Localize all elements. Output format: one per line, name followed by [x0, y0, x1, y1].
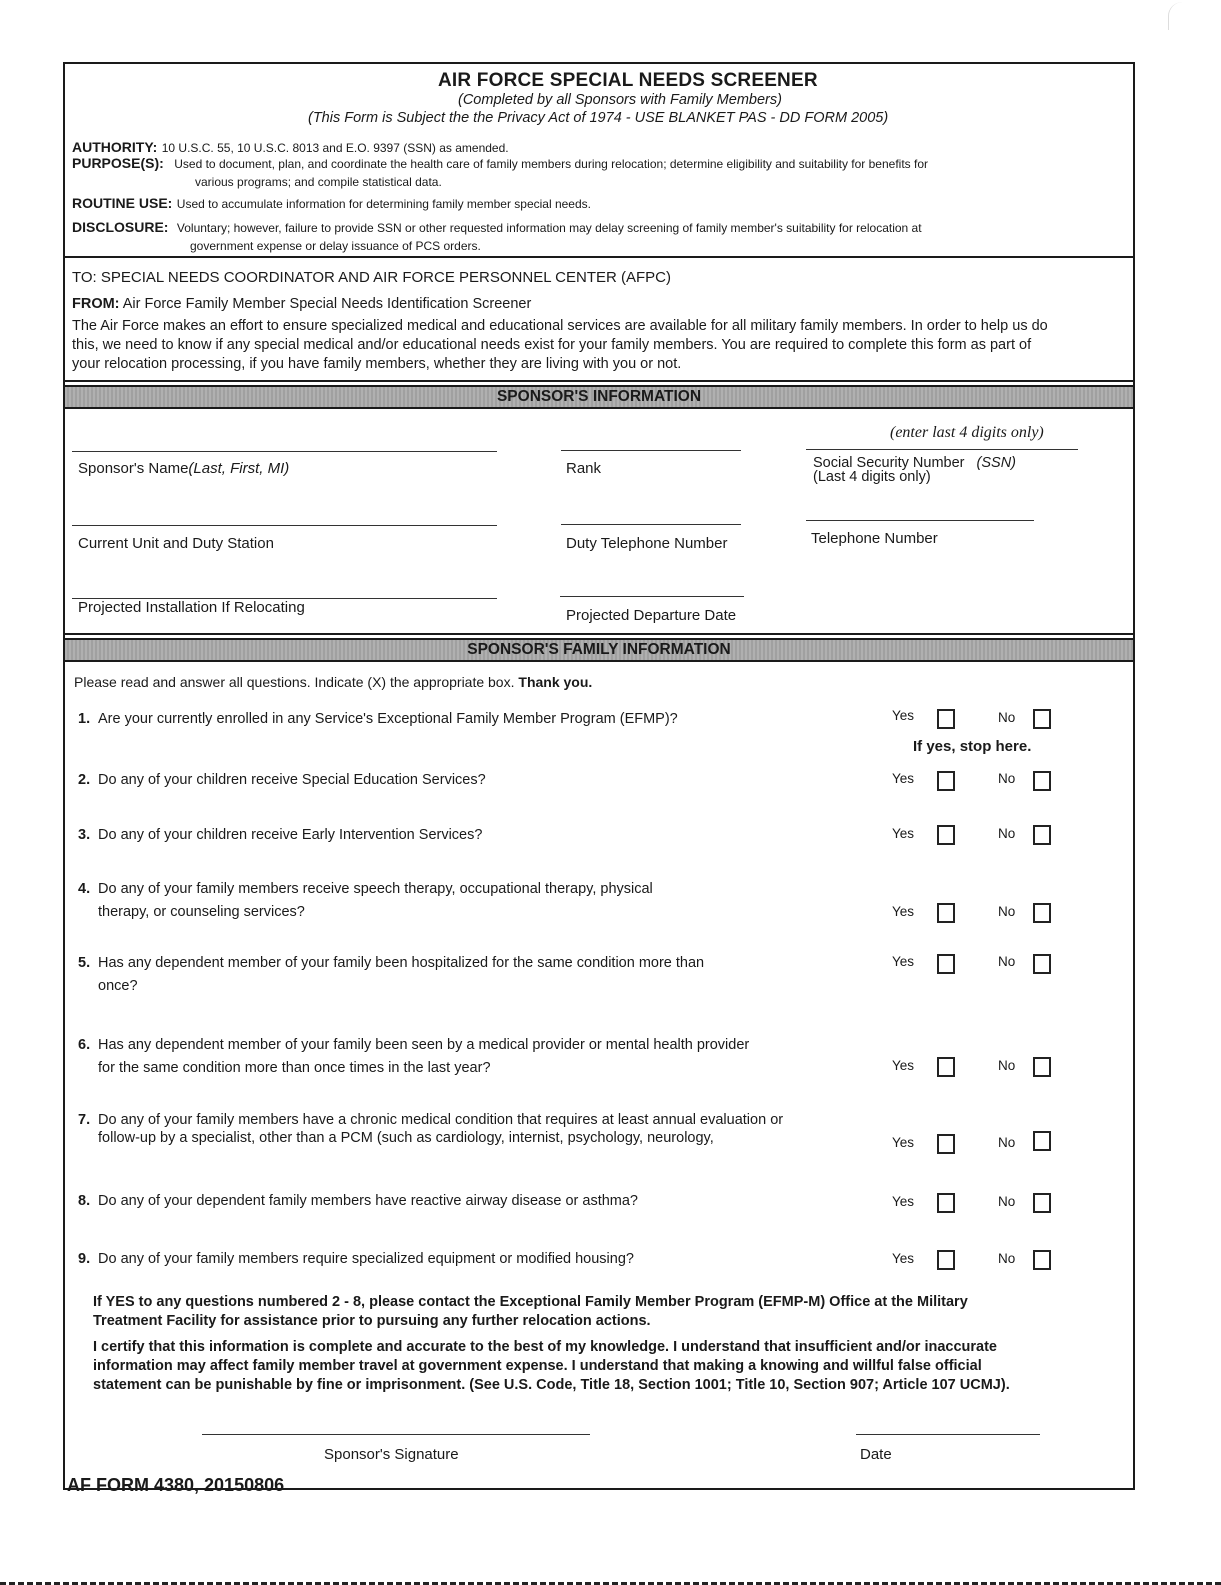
- rank-label: Rank: [566, 460, 602, 477]
- form-subtitle-sponsors: (Completed by all Sponsors with Family Members): [458, 92, 782, 108]
- question-2: 2. Do any of your children receive Special Education Services?: [78, 772, 486, 788]
- no-label: No: [998, 1058, 1016, 1073]
- question-7: 7. Do any of your family members have a chronic medical condition that requires at least annual evaluation or follow-up by a specialist, other than a PCM (such as cardiology, internist, psychology, neurology,: [78, 1112, 784, 1146]
- q9-yes-checkbox[interactable]: [937, 1250, 955, 1270]
- question-3: 3. Do any of your children receive Early Intervention Services?: [78, 827, 483, 843]
- certify-1: I certify that this information is complete and accurate to the best of my knowledge. I understand that insufficient and/or inaccurate: [93, 1339, 997, 1355]
- purpose-row: [72, 155, 928, 173]
- section-header-sponsor-info: [65, 385, 1133, 409]
- q4-yes-checkbox[interactable]: [937, 903, 955, 923]
- projected-installation-label: Projected Installation If Relocating: [78, 599, 305, 616]
- yes-label: Yes: [892, 1058, 915, 1073]
- q5-no-checkbox[interactable]: [1033, 954, 1051, 974]
- question-9: 9. Do any of your family members require specialized equipment or modified housing?: [78, 1251, 634, 1267]
- certify-2: information may affect family member travel at government expense. I understand that making a knowing and willful false official: [93, 1358, 982, 1374]
- no-label: No: [998, 1135, 1016, 1150]
- sponsor-name-label: Sponsor's Name(Last, First, MI): [78, 460, 290, 477]
- q5-yes-checkbox[interactable]: [937, 954, 955, 974]
- from-row: [72, 296, 531, 312]
- q4-no-checkbox[interactable]: [1033, 903, 1051, 923]
- authority-text: 10 U.S.C. 55, 10 U.S.C. 8013 and E.O. 9397 (SSN) as amended.: [161, 141, 509, 155]
- section-title: SPONSOR'S FAMILY INFORMATION: [467, 641, 731, 658]
- q9-no-checkbox[interactable]: [1033, 1250, 1051, 1270]
- purpose-label: PURPOSE(S):: [72, 155, 164, 171]
- date-input[interactable]: [856, 1434, 1040, 1435]
- current-unit-label: Current Unit and Duty Station: [78, 535, 274, 552]
- q6-yes-checkbox[interactable]: [937, 1057, 955, 1077]
- question-1: 1. Are your currently enrolled in any Service's Exceptional Family Member Program (EFMP)?: [78, 711, 678, 727]
- no-label: No: [998, 904, 1016, 919]
- contact-note-2: Treatment Facility for assistance prior to pursuing any further relocation actions.: [93, 1313, 651, 1329]
- contact-note-1: If YES to any questions numbered 2 - 8, please contact the Exceptional Family Member Program (EFMP-M) Office at the Military: [93, 1294, 968, 1310]
- divider: [65, 380, 1133, 382]
- question-4: 4. Do any of your family members receive speech therapy, occupational therapy, physical therapy, or counseling services?: [78, 881, 653, 920]
- scan-artifact: [1168, 2, 1197, 30]
- section-title: SPONSOR'S INFORMATION: [496, 388, 702, 405]
- authority-label: AUTHORITY:: [72, 139, 158, 155]
- yes-label: Yes: [892, 1194, 915, 1209]
- yes-label: Yes: [892, 826, 915, 841]
- from-text: Air Force Family Member Special Needs Identification Screener: [122, 296, 532, 312]
- section-header-family-info: [65, 638, 1133, 662]
- no-label: No: [998, 1251, 1016, 1266]
- ssn-hint: (enter last 4 digits only): [890, 424, 1044, 441]
- duty-phone-input[interactable]: [561, 524, 741, 525]
- purpose-text-1: Used to document, plan, and coordinate the health care of family members during relocation; determine eligibility and suitability for benefits for: [174, 157, 928, 171]
- certify-3: statement can be punishable by fine or imprisonment. (See U.S. Code, Title 18, Section 1001; Title 10, Section 907; Article 107 UCMJ).: [93, 1377, 1010, 1393]
- disclosure-text-1: Voluntary; however, failure to provide SSN or other requested information may delay screening of family member's suitability for relocation at: [176, 221, 922, 235]
- question-5: 5. Has any dependent member of your family been hospitalized for the same condition more than once?: [78, 955, 705, 994]
- routine-use-row: [72, 195, 591, 213]
- no-label: No: [998, 710, 1016, 725]
- telephone-input[interactable]: [806, 520, 1034, 521]
- routine-use-text: Used to accumulate information for determining family member special needs.: [176, 197, 591, 211]
- duty-phone-label: Duty Telephone Number: [566, 535, 728, 552]
- date-label: Date: [860, 1446, 892, 1463]
- yes-label: Yes: [892, 954, 915, 969]
- q8-yes-checkbox[interactable]: [937, 1193, 955, 1213]
- q1-yes-checkbox[interactable]: [937, 709, 955, 729]
- telephone-label: Telephone Number: [811, 530, 938, 547]
- divider: [65, 256, 1133, 258]
- no-label: No: [998, 771, 1016, 786]
- disclosure-text-2: government expense or delay issuance of PCS orders.: [190, 239, 481, 253]
- ssn-input[interactable]: [806, 449, 1078, 450]
- q1-no-checkbox[interactable]: [1033, 709, 1051, 729]
- disclosure-label: DISCLOSURE:: [72, 219, 169, 235]
- departure-date-input[interactable]: [560, 596, 744, 597]
- yes-label: Yes: [892, 771, 915, 786]
- question-8: 8. Do any of your dependent family members have reactive airway disease or asthma?: [78, 1193, 638, 1209]
- from-label: FROM:: [72, 296, 120, 312]
- q8-no-checkbox[interactable]: [1033, 1193, 1051, 1213]
- q1-stop-note: If yes, stop here.: [913, 738, 1032, 755]
- current-unit-input[interactable]: [72, 525, 497, 526]
- to-line: TO: SPECIAL NEEDS COORDINATOR AND AIR FORCE PERSONNEL CENTER (AFPC): [72, 269, 671, 286]
- routine-use-label: ROUTINE USE:: [72, 195, 173, 211]
- form-id: AF FORM 4380, 20150806: [67, 1475, 285, 1495]
- intro-line-1: The Air Force makes an effort to ensure specialized medical and educational services are available for all military family members. In order to help us do: [72, 318, 1048, 334]
- yes-label: Yes: [892, 1135, 915, 1150]
- no-label: No: [998, 954, 1016, 969]
- signature-label: Sponsor's Signature: [324, 1446, 459, 1463]
- question-6: 6. Has any dependent member of your family been seen by a medical provider or mental health provider for the same condition more than once times in the last year?: [78, 1037, 750, 1076]
- intro-line-3: your relocation processing, if you have family members, whether they are living with you or not.: [72, 356, 682, 372]
- yes-label: Yes: [892, 1251, 915, 1266]
- divider: [65, 633, 1133, 635]
- q3-no-checkbox[interactable]: [1033, 825, 1051, 845]
- q7-no-checkbox[interactable]: [1033, 1131, 1051, 1151]
- q3-yes-checkbox[interactable]: [937, 825, 955, 845]
- instructions: Please read and answer all questions. Indicate (X) the appropriate box. Thank you.: [74, 674, 593, 690]
- intro-line-2: this, we need to know if any special medical and/or educational needs exist for your family members. You are required to complete this form as part of: [72, 337, 1032, 353]
- signature-input[interactable]: [202, 1434, 590, 1435]
- yes-label: Yes: [892, 904, 915, 919]
- q6-no-checkbox[interactable]: [1033, 1057, 1051, 1077]
- disclosure-row: [72, 219, 922, 237]
- q2-yes-checkbox[interactable]: [937, 771, 955, 791]
- sponsor-name-input[interactable]: [72, 451, 497, 452]
- rank-input[interactable]: [561, 450, 741, 451]
- no-label: No: [998, 826, 1016, 841]
- no-label: No: [998, 1194, 1016, 1209]
- q7-yes-checkbox[interactable]: [937, 1134, 955, 1154]
- yes-label: Yes: [892, 708, 915, 723]
- form-subtitle-privacy: (This Form is Subject the the Privacy Act of 1974 - USE BLANKET PAS - DD FORM 2005): [308, 110, 889, 126]
- ssn-label: Social Security Number (SSN) (Last 4 digits only): [813, 455, 1017, 485]
- purpose-text-2: various programs; and compile statistical data.: [195, 175, 442, 189]
- q2-no-checkbox[interactable]: [1033, 771, 1051, 791]
- form-title: AIR FORCE SPECIAL NEEDS SCREENER: [438, 70, 818, 91]
- departure-date-label: Projected Departure Date: [566, 607, 737, 624]
